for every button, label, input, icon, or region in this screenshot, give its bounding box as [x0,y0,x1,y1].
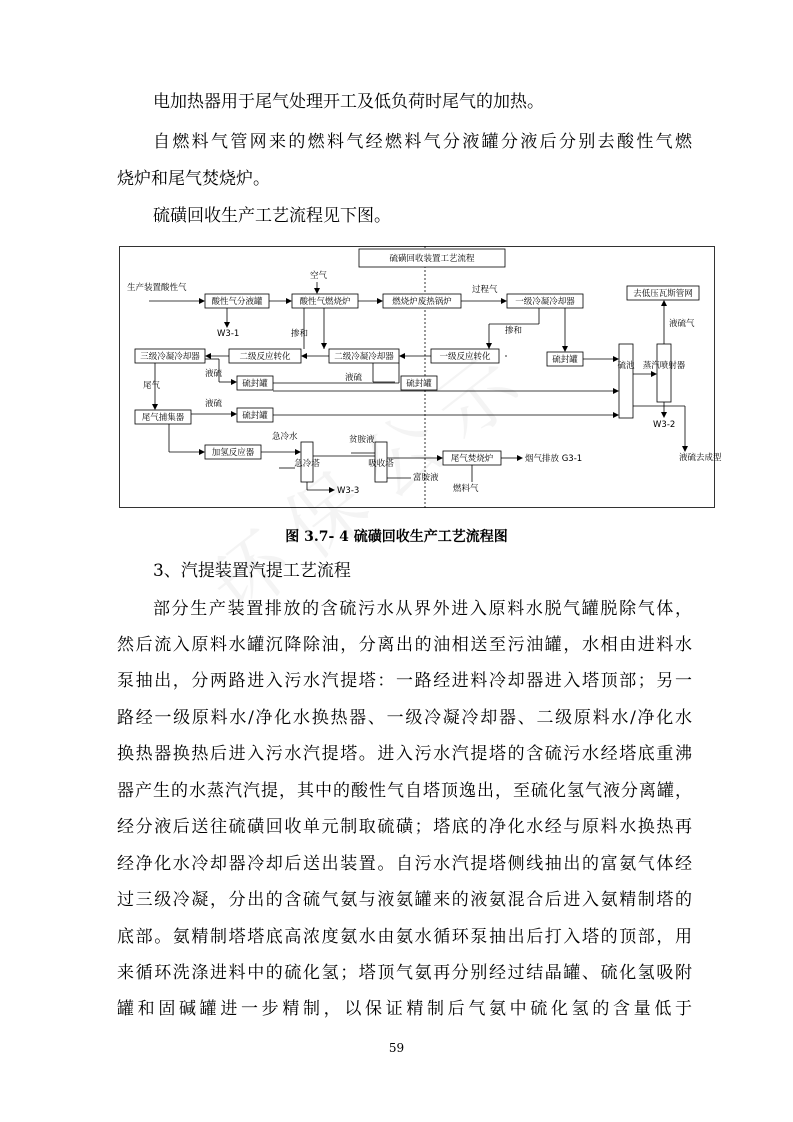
body-line: 泵抽出，分两路进入污水汽提塔：一路经进料冷却器进入塔顶部；另一 [117,671,692,691]
diagram-title: 硫磺回收装置工艺流程 [389,254,475,264]
intro-paragraph-1: 电加热器用于尾气处理开工及低负荷时尾气的加热。 [153,92,544,112]
box-steam-ejector [657,344,671,402]
box-third-condenser-label: 三级冷凝冷却器 [140,352,200,362]
intro-paragraph-2-line-1: 自燃料气管网来的燃料气经燃料气分液罐分液后分别去酸性气燃 [153,132,692,152]
box-hydrogenation-reactor-label: 加氢反应器 [211,448,255,458]
label-liquid-sulfur-gas: 液硫气 [669,319,695,329]
body-line: 路经一级原料水/净化水换热器、一级冷凝冷却器、二级原料水/净化水 [117,708,692,728]
box-acid-gas-burner-label: 酸性气燃烧炉 [299,297,351,307]
body-line: 罐和固碱罐进一步精制，以保证精制后气氨中硫化氢的含量低于 [117,999,692,1019]
box-incinerator-label: 尾气焚烧炉 [450,454,494,464]
figure-caption: 图 3.7- 4 硫磺回收生产工艺流程图 [285,529,508,545]
box-absorber-label: 吸收塔 [368,459,394,469]
label-rich-amine: 富胺液 [413,473,439,483]
label-mix-1: 掺和 [291,329,309,339]
box-tail-gas-catcher-label: 尾气捕集器 [141,413,185,423]
intro-paragraph-3: 硫磺回收生产工艺流程见下图。 [153,206,391,226]
label-fuel-gas: 燃料气 [453,484,479,494]
box-steam-ejector-label: 蒸汽喷射器 [642,361,686,371]
body-line: 经分液后送往硫磺回收单元制取硫磺；塔底的净化水经与原料水换热再 [117,817,692,837]
label-lean-amine: 贫胺液 [349,435,375,445]
box-seal-tank-2-label: 硫封罐 [242,379,268,389]
label-liquid-sulfur-3: 液硫 [205,399,223,409]
label-liquid-sulfur-2: 液硫 [345,373,363,383]
body-line: 来循环洗涤进料中的硫化氢；塔顶气氨再分别经过结晶罐、硫化氢吸附 [117,963,692,983]
body-line: 然后流入原料水罐沉降除油，分离出的油相送至污油罐，水相由进料水 [117,635,692,655]
label-w3-3: W3-3 [337,486,360,496]
box-waste-heat-boiler-label: 燃烧炉废热锅炉 [392,297,452,307]
label-flue-gas: 烟气排放 G3-1 [525,454,583,464]
box-sulfur-pit-label: 硫池 [617,361,635,371]
label-w3-2: W3-2 [653,420,676,430]
section-heading: 3、汽提装置汽提工艺流程 [153,561,351,581]
label-quench-water: 急冷水 [272,432,298,442]
body-line: 部分生产装置排放的含硫污水从界外进入原料水脱气罐脱除气体， [153,599,692,619]
box-second-reactor-label: 二级反应转化 [239,352,291,362]
body-line: 器产生的水蒸汽汽提，其中的酸性气自塔顶逸出，至硫化氢气液分离罐， [117,781,692,801]
label-tail-gas: 尾气 [143,381,161,391]
body-line: 经净化水冷却器冷却后送出装置。自污水汽提塔侧线抽出的富氨气体经 [117,854,692,874]
box-first-reactor-label: 一级反应转化 [439,352,491,362]
box-second-condenser-label: 二级冷凝冷却器 [334,352,394,362]
sulfur-recovery-flow-diagram [119,246,722,508]
page-number: 59 [388,1041,405,1055]
box-acid-gas-knockout-label: 酸性气分液罐 [211,297,263,307]
label-air: 空气 [310,271,328,281]
box-quench-tower-label: 急冷塔 [294,459,320,469]
body-line: 换热器换热后进入污水汽提塔。进入污水汽提塔的含硫污水经塔底重沸 [117,744,692,764]
label-process-gas: 过程气 [472,285,498,295]
body-line: 底部。氨精制塔塔底高浓度氨水由氨水循环泵抽出后打入塔的顶部，用 [117,927,692,947]
box-seal-tank-3-label: 硫封罐 [406,379,432,389]
box-first-condenser-label: 一级冷凝冷却器 [515,297,575,307]
box-seal-tank-1-label: 硫封罐 [552,355,578,365]
label-feed: 生产装置酸性气 [127,283,187,293]
intro-paragraph-2-line-2: 烧炉和尾气焚烧炉。 [117,169,270,189]
label-to-forming: 液硫去成型 [679,453,722,463]
label-w3-1: W3-1 [217,329,240,339]
body-line: 过三级冷凝，分出的含硫气氨与液氨罐来的液氨混合后进入氨精制塔的 [117,890,692,910]
label-liquid-sulfur-1: 液硫 [205,369,223,379]
label-mix-2: 掺和 [505,326,523,336]
box-go-low-pressure-label: 去低压瓦斯管网 [633,289,693,299]
box-seal-tank-4-label: 硫封罐 [242,411,268,421]
box-sulfur-pit [619,344,633,418]
